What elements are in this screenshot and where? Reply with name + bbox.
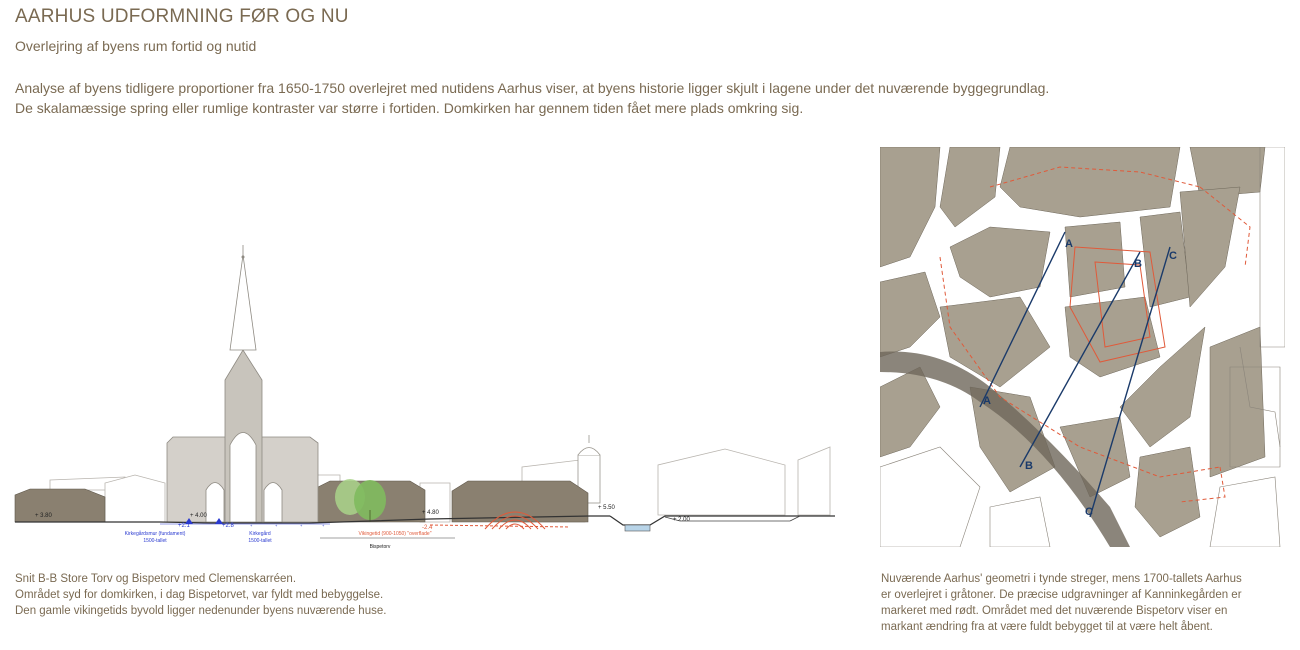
svg-text:+: + <box>250 523 253 528</box>
site-map <box>880 147 1285 547</box>
level-6: + 5.50 <box>598 505 615 511</box>
caption-section-line-2: Området syd for domkirken, i dag Bispetorvet, var fyldt med bebyggelse. <box>15 589 384 601</box>
caption-map-line-2: er overlejret i gråtoner. De præcise udgravninger af Kanninkegården er <box>881 589 1242 601</box>
intro-text <box>15 78 1049 118</box>
level-red: -2.4 <box>422 525 433 531</box>
label-bispetorv: Bispetorv <box>369 544 391 550</box>
level-1: + 3.80 <box>35 513 52 519</box>
level-5: + 4.80 <box>422 510 439 516</box>
marker-b-top: B <box>1134 258 1142 270</box>
intro-line-2: De skalamæssige spring eller rumlige kontraster var større i fortiden. Domkirken har gennem tiden fået mere plads omkring sig. <box>15 100 804 116</box>
marker-a-top: A <box>1065 238 1073 250</box>
section-svg <box>10 235 840 555</box>
label-vikingetid: Vikingetid (900-1050) "overflade" <box>358 531 432 537</box>
caption-map-line-3: markeret med rødt. Området med det nuværende Bispetorv viser en <box>881 605 1228 617</box>
page-subtitle: Overlejring af byens rum fortid og nutid <box>15 38 257 54</box>
caption-map <box>881 571 1242 635</box>
level-3: +2.1 <box>178 523 190 529</box>
marker-c-bottom: C <box>1085 506 1093 518</box>
map-svg <box>880 147 1285 547</box>
caption-map-line-4: markant ændring fra at være fuldt bebygget til at være helt åbent. <box>881 621 1213 633</box>
caption-map-line-1: Nuværende Aarhus' geometri i tynde streger, mens 1700-tallets Aarhus <box>881 573 1242 585</box>
label-kirkegaardsmur: Kirkegårdsmur (fundament) <box>124 531 186 537</box>
level-7: + 2.00 <box>673 517 690 523</box>
label-kirkegaard: Kirkegård <box>249 531 271 537</box>
label-kirkegaard-year: 1500-tallet <box>248 538 272 544</box>
svg-text:+: + <box>300 523 303 528</box>
caption-section-line-1: Snit B-B Store Torv og Bispetorv med Clemenskarréen. <box>15 573 297 585</box>
caption-section <box>15 571 386 619</box>
page-title: AARHUS UDFORMNING FØR OG NU <box>15 6 349 27</box>
cathedral <box>167 245 318 522</box>
svg-text:+: + <box>322 523 325 528</box>
marker-a-bottom: A <box>983 395 991 407</box>
label-kirkegaardsmur-year: 1500-tallet <box>143 538 167 544</box>
svg-text:+: + <box>275 523 278 528</box>
level-2: + 4.00 <box>190 513 207 519</box>
section-drawing <box>10 235 840 555</box>
intro-line-1: Analyse af byens tidligere proportioner fra 1650-1750 overlejret med nutidens Aarhus viser, at byens historie ligger skjult i lagene under det nuværende byggegrundlag. <box>15 80 1050 96</box>
caption-section-line-3: Den gamle vikingetids byvold ligger nedenunder byens nuværende huse. <box>15 605 387 617</box>
marker-c-top: C <box>1169 250 1177 262</box>
level-4: +2.8 <box>222 523 234 529</box>
marker-b-bottom: B <box>1025 460 1033 472</box>
